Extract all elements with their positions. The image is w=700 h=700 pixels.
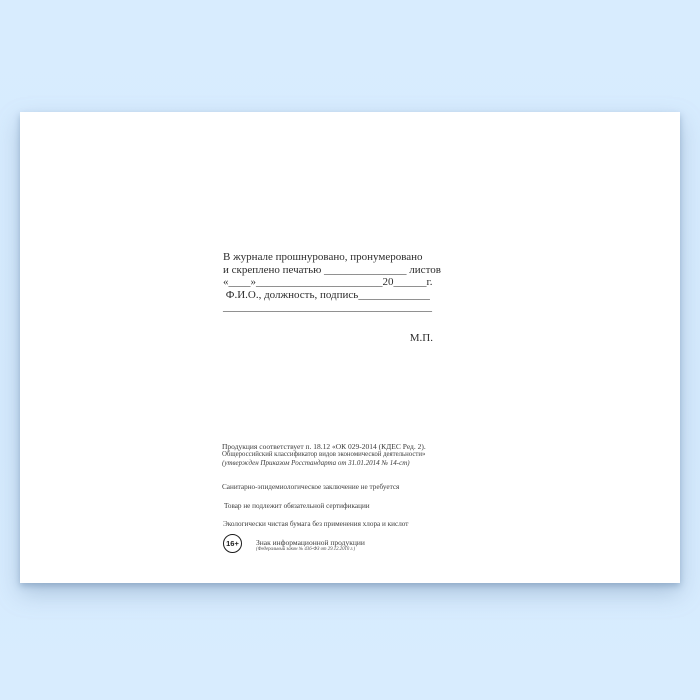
compliance-block	[222, 443, 502, 467]
stamp-line-signature-rule: ______________________________________	[223, 301, 432, 314]
compliance-order-line: (утвержден Приказом Росстандарта от 31.01.2014 № 14-ст)	[222, 459, 410, 467]
stamp-line-sealed-sheets: и скреплено печатью _______________ листов	[223, 263, 441, 276]
sanitary-note: Санитарно-эпидемиологическое заключение не требуется	[222, 483, 400, 491]
compliance-standard-line: Продукция соответствует п. 18.12 «ОК 029-2014 (КДЕС Ред. 2).	[222, 442, 426, 451]
info-product-title: Знак информационной продукции	[256, 538, 365, 547]
seal-place-mark: М.П.	[409, 331, 433, 344]
age-16-icon: 16+	[223, 534, 242, 553]
age-rating-block	[223, 534, 365, 553]
journal-back-page	[20, 112, 680, 583]
lacing-stamp-block	[223, 251, 441, 345]
compliance-classifier-line: Общероссийский классификатор видов экономической деятельности»	[222, 451, 426, 458]
stamp-line-date: «____»_______________________20______г.	[223, 276, 433, 289]
certification-note: Товар не подлежит обязательной сертификации	[224, 502, 370, 510]
info-product-law: (Федеральный закон № 436-ФЗ от 29.12.2010 г.)	[256, 547, 356, 552]
info-product-text	[256, 538, 365, 553]
stamp-line-laced: В журнале прошнуровано, пронумеровано	[223, 251, 423, 263]
eco-paper-note: Экологически чистая бумага без применения хлора и кислот	[223, 520, 409, 528]
stamp-line-name-position-signature: Ф.И.О., должность, подпись_____________	[223, 288, 430, 301]
